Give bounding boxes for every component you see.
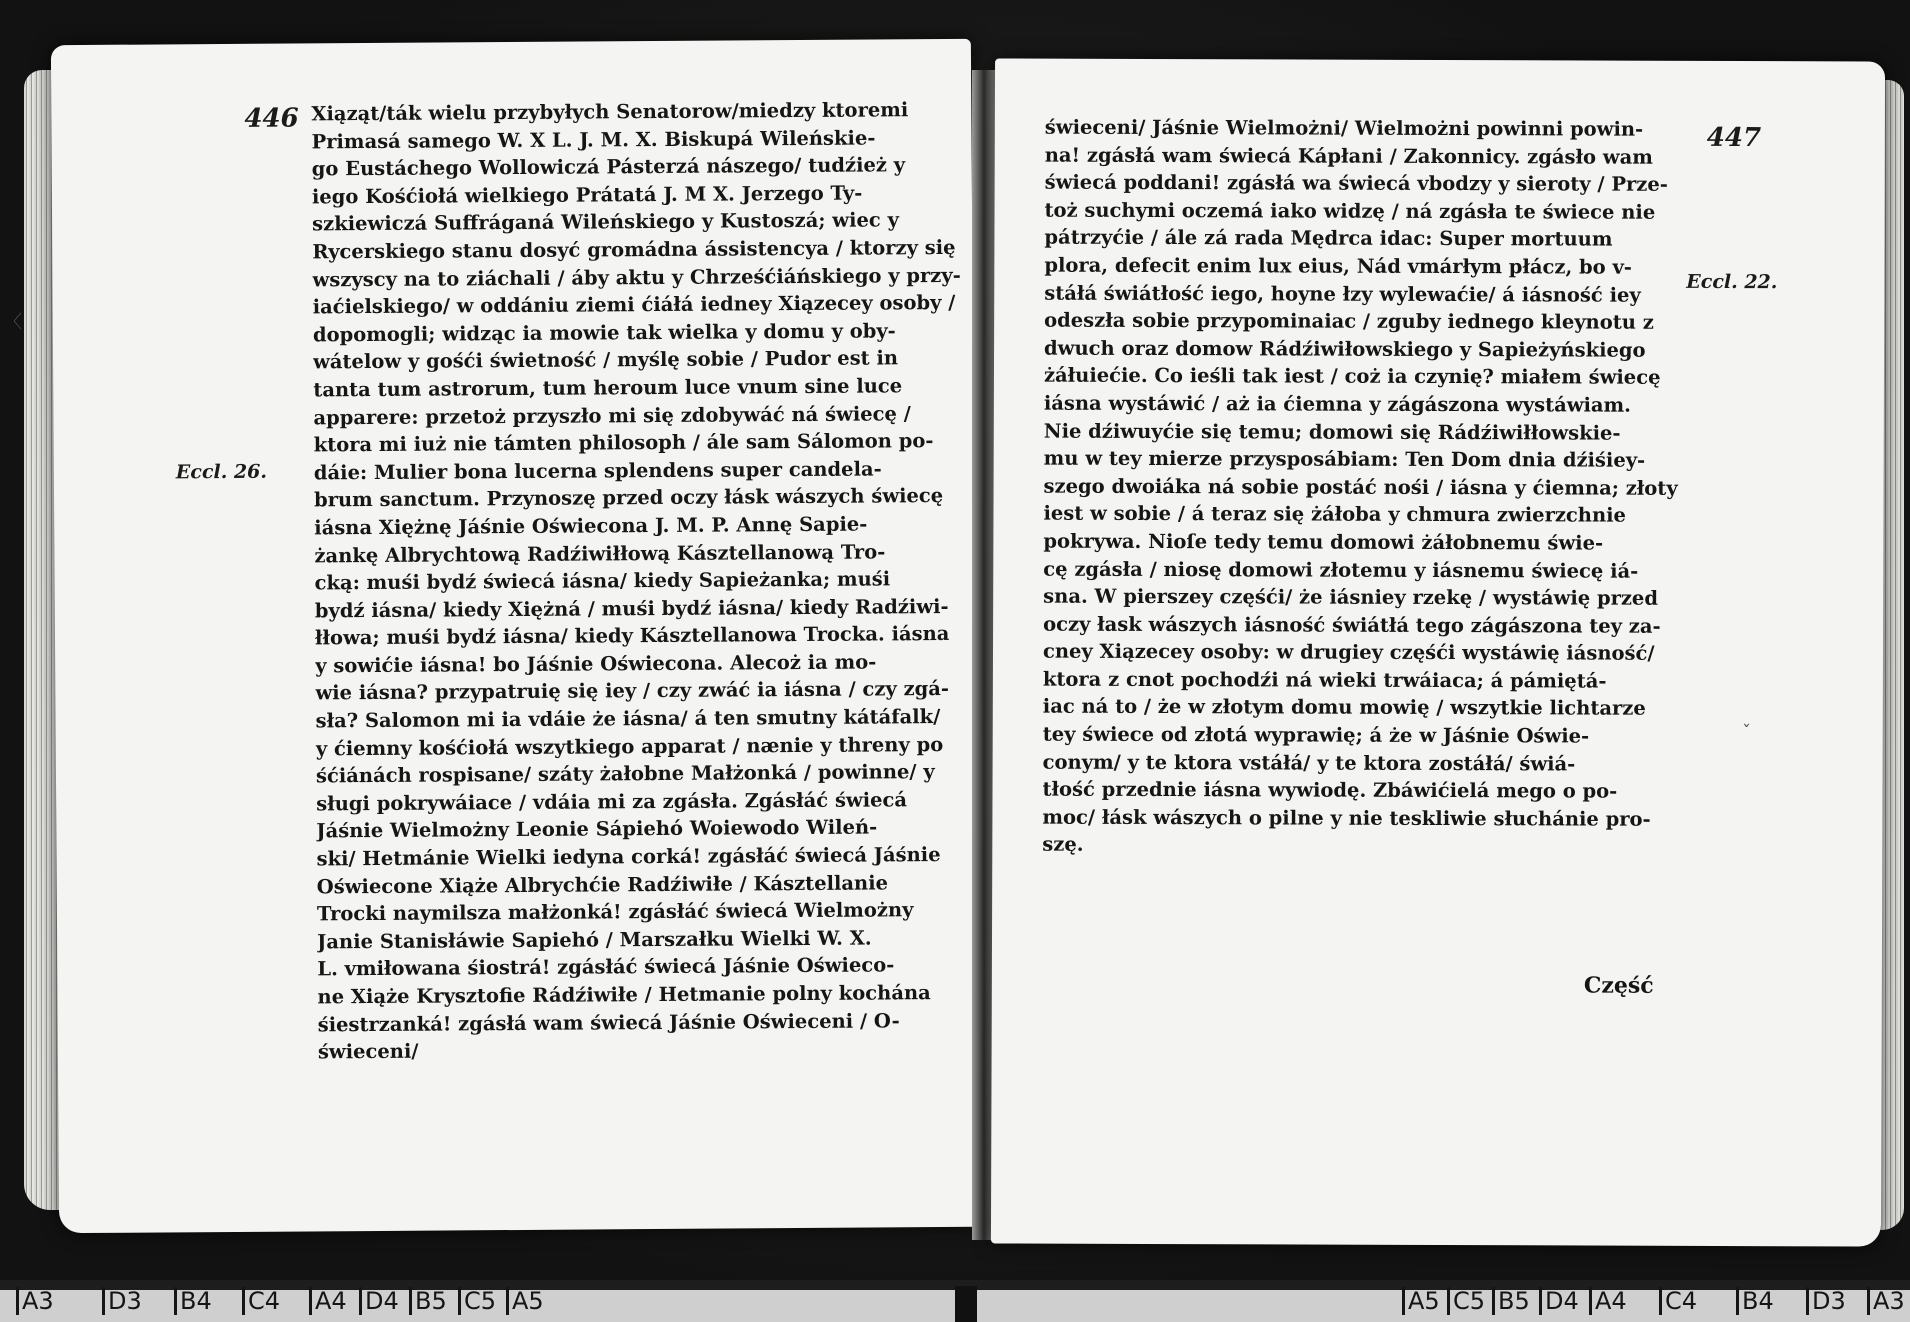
stray-ink-mark: 〈: [4, 312, 22, 333]
text-line: tanta tum astrorum, tum heroum luce vnum sine luce: [313, 374, 903, 402]
scale-tick: [1447, 1287, 1450, 1315]
text-line: iásna Xiężnę Jáśnie Oświecona J. M. P. Annę Sapie-: [314, 512, 868, 540]
text-line: apparere: przetoż przyszło mi się zdobywáć ná świecę /: [313, 401, 911, 429]
scale-tick: [506, 1287, 509, 1315]
text-line: wie iásna? przypatruię się iey / czy zwáć ia iásna / czy zgá-: [315, 677, 950, 705]
scale-label: A3: [22, 1287, 54, 1315]
text-line: wszyscy na to ziáchali / áby aktu y Chrześćiáńskiego y przy-: [312, 263, 961, 291]
scale-tick: [1659, 1287, 1662, 1315]
scale-tick: [174, 1287, 177, 1315]
right-marginal-note: Eccl. 22.: [1686, 270, 1778, 294]
scale-label: A5: [512, 1287, 544, 1315]
text-line: tłość przednie iásna wywiodę. Zbáwićielá mego o po-: [1042, 777, 1618, 803]
text-line: tey świece od złotá wyprawię; á że w Jáśnie Oświe-: [1042, 722, 1590, 748]
scale-label: B5: [1498, 1287, 1530, 1315]
text-line: szego dwoiáka ná sobie postáć nośi / iásna y ćiemna; złoty: [1043, 474, 1678, 500]
text-line: Xiąząt/ták wielu przybyłych Senatorow/miedzy ktoremi: [311, 98, 909, 126]
left-page-text: [311, 96, 990, 1066]
right-page-number: 447: [1706, 122, 1762, 154]
text-line: sługi pokrywáiace / vdáia mi za zgásła. Zgásłáć świecá: [316, 788, 908, 816]
scale-tick: [1867, 1287, 1870, 1315]
text-line: łłowa; muśi bydź iásna/ kiedy Kásztellanowa Trocka. iásna: [314, 622, 950, 650]
text-line: śiestrzanká! zgásłá wam świecá Jáśnie Oświeceni / O-: [317, 1008, 900, 1036]
right-page-text: [1042, 114, 1685, 861]
scale-tick: [409, 1287, 412, 1315]
text-line: sna. W pierszey częśći/ że iásniey rzekę / wystáwię przed: [1043, 584, 1659, 610]
scale-tick: [242, 1287, 245, 1315]
text-line: plora, defecit enim lux eius, Nád vmárłym płácz, bo v-: [1044, 253, 1632, 279]
left-marginal-note: Eccl. 26.: [175, 460, 268, 484]
text-line: Jáśnie Wielmożny Leonie Sápiehó Woiewodo Wileń-: [316, 815, 878, 843]
scale-tick: [1806, 1287, 1809, 1315]
text-line: Rycerskiego stanu dosyć gromádna ássistencya / ktorzy się: [312, 235, 956, 264]
text-line: Primasá samego W. X L. J. M. X. Biskupá Wileńskie-: [311, 126, 876, 154]
right-page: [991, 58, 1885, 1246]
text-line: iaćielskiego/ w oddániu ziemi ćiáłá iedney Xiązecey osoby /: [312, 291, 956, 319]
scale-label: D4: [1545, 1287, 1579, 1315]
text-line: świeceni/ Jáśnie Wielmożni/ Wielmożni powinni powin-: [1044, 115, 1644, 141]
text-line: śćiánách rospisane/ száty żałobne Małżonká / powinne/ y: [315, 760, 935, 788]
text-line: na! zgásłá wam świecá Kápłani / Zakonnicy. zgásło wam: [1044, 143, 1653, 169]
scale-tick: [1402, 1287, 1405, 1315]
text-line: Trocki naymilsza małżonká! zgásłáć świecá Wielmożny: [316, 898, 914, 926]
text-line: ne Xiąże Krysztofie Rádźiwiłe / Hetmanie polny kochána: [317, 981, 931, 1009]
scale-label: A4: [315, 1287, 347, 1315]
text-line: dáie: Mulier bona lucerna splendens super candela-: [313, 457, 882, 485]
text-line: wátelow y gośći świetność / myślę sobie / Pudor est in: [313, 346, 899, 374]
text-line: cę zgásła / niosę domowi złotemu y iásnemu świecę iá-: [1043, 557, 1639, 583]
text-line: iac ná to / że w złotym domu mowię / wszytkie lichtarze: [1042, 695, 1646, 721]
scale-label: D4: [365, 1287, 399, 1315]
text-line: conym/ y te ktora vstáłá/ y te ktora zostáłá/ świá-: [1042, 750, 1576, 776]
scale-label: C5: [1453, 1287, 1486, 1315]
text-line: Oświecone Xiąże Albrychćie Radźiwiłe / Kásztellanie: [316, 871, 889, 899]
scale-label: C4: [1665, 1287, 1698, 1315]
scale-label: D3: [108, 1287, 142, 1315]
text-line: odeszła sobie przypominaiac / zguby iednego kleynotu z: [1044, 308, 1654, 334]
scale-tick: [1736, 1287, 1739, 1315]
scale-label: B4: [1742, 1287, 1774, 1315]
scale-tick: [309, 1287, 312, 1315]
text-line: Nie dźiwuyćie się temu; domowi się Rádźiwiłłowskie-: [1043, 419, 1621, 445]
text-line: cney Xiązecey osoby: w drugiey częśći wystáwię iásność/: [1042, 639, 1655, 666]
text-line: oczy łask wászych iásność świátłá tego zágászona tey za-: [1043, 612, 1661, 638]
text-line: y ćiemny kośćiołá wszytkiego apparat / nænie y threny po: [315, 732, 944, 761]
scale-center-block: [955, 1286, 977, 1322]
text-line: stáłá świátłość iego, hoyne łzy wylewaćie/ á iásność iey: [1044, 281, 1641, 307]
text-line: żankę Albrychtową Radźiwiłłową Kásztellanową Tro-: [314, 539, 886, 567]
stray-ink-mark: ˇ: [1742, 722, 1751, 743]
scale-label: A3: [1873, 1287, 1905, 1315]
text-line: L. vmiłowana śiostrá! zgásłáć świecá Jáśnie Oświeco-: [317, 953, 895, 981]
text-line: szkiewiczá Suffráganá Wileńskiego y Kustoszá; wiec y: [312, 208, 899, 236]
text-line: moc/ łásk wászych o pilne y nie teskliwie słuchánie pro-: [1042, 805, 1651, 831]
text-line: brum sanctum. Przynoszę przed oczy łásk wászych świecę: [313, 484, 944, 512]
text-line: mu w tey mierze przysposábiam: Ten Dom dnia dźiśiey-: [1043, 446, 1646, 472]
text-line: świecá poddani! zgásłá wa świecá vbodzy y sieroty / Prze-: [1044, 170, 1668, 196]
text-line: sła? Salomon mi ia vdáie że iásna/ á ten smutny kátáfalk/: [315, 705, 941, 733]
text-line: pátrzyćie / ále zá rada Mędrca idac: Super mortuum: [1044, 225, 1613, 251]
text-line: ktora z cnot pochodźi ná wieki trwáiaca; á pámiętá-: [1042, 667, 1607, 693]
text-line: toż suchymi oczemá iako widzę / ná zgásła te świece nie: [1044, 198, 1656, 224]
text-line: dopomogli; widząc ia mowie tak wielka y domu y oby-: [312, 319, 896, 347]
scale-label: B4: [180, 1287, 212, 1315]
text-line: ktora mi iuż nie támten philosoph / ále sam Sálomon po-: [313, 429, 934, 457]
text-line: świeceni/: [317, 1039, 419, 1064]
scale-tick: [1539, 1287, 1542, 1315]
text-line: pokrywa. Nioſe tedy temu domowi żáłobnemu świe-: [1043, 529, 1604, 555]
text-line: szę.: [1042, 833, 1084, 857]
catchword: Część: [1583, 972, 1654, 999]
scale-tick: [16, 1287, 19, 1315]
scale-label: A5: [1408, 1287, 1440, 1315]
text-line: żáłuiećie. Co ieśli tak iest / coż ia czynię? miałem świecę: [1043, 363, 1661, 390]
text-line: dwuch oraz domow Rádźiwiłowskiego y Sapieżyńskiego: [1044, 336, 1646, 362]
scale-tick: [458, 1287, 461, 1315]
text-line: iest w sobie / á teraz się żáłoba y chmura zwierzchnie: [1043, 501, 1627, 527]
text-line: Janie Stanisłáwie Sapiehó / Marszałku Wielki W. X.: [317, 926, 872, 954]
scale-tick: [102, 1287, 105, 1315]
scale-tick: [1589, 1287, 1592, 1315]
scale-label: C5: [464, 1287, 497, 1315]
scale-label: D3: [1812, 1287, 1846, 1315]
left-page: [51, 39, 979, 1233]
scale-label: B5: [415, 1287, 447, 1315]
scale-label: A4: [1595, 1287, 1627, 1315]
scale-tick: [359, 1287, 362, 1315]
left-page-number: 446: [244, 103, 299, 134]
text-line: go Eustáchego Wollowiczá Pásterzá nászego/ tudźież y: [311, 153, 906, 181]
scale-label: C4: [248, 1287, 281, 1315]
text-line: iásna wystáwić / aż ia ćiemna y zágászona wystáwiam.: [1043, 391, 1632, 417]
text-line: y sowićie iásna! bo Jáśnie Oświecona. Alecoż ia mo-: [315, 650, 877, 678]
scale-tick: [1492, 1287, 1495, 1315]
text-line: iego Kośćiołá wielkiego Prátatá J. M X. Jerzego Ty-: [311, 181, 863, 209]
text-line: cką: muśi bydź świecá iásna/ kiedy Sapieżanka; muśi: [314, 567, 891, 595]
text-line: ski/ Hetmánie Wielki iedyna corká! zgásłáć świecá Jáśnie: [316, 843, 941, 871]
text-line: bydź iásna/ kiedy Xiężná / muśi bydź iásna/ kiedy Radźiwi-: [314, 594, 949, 623]
